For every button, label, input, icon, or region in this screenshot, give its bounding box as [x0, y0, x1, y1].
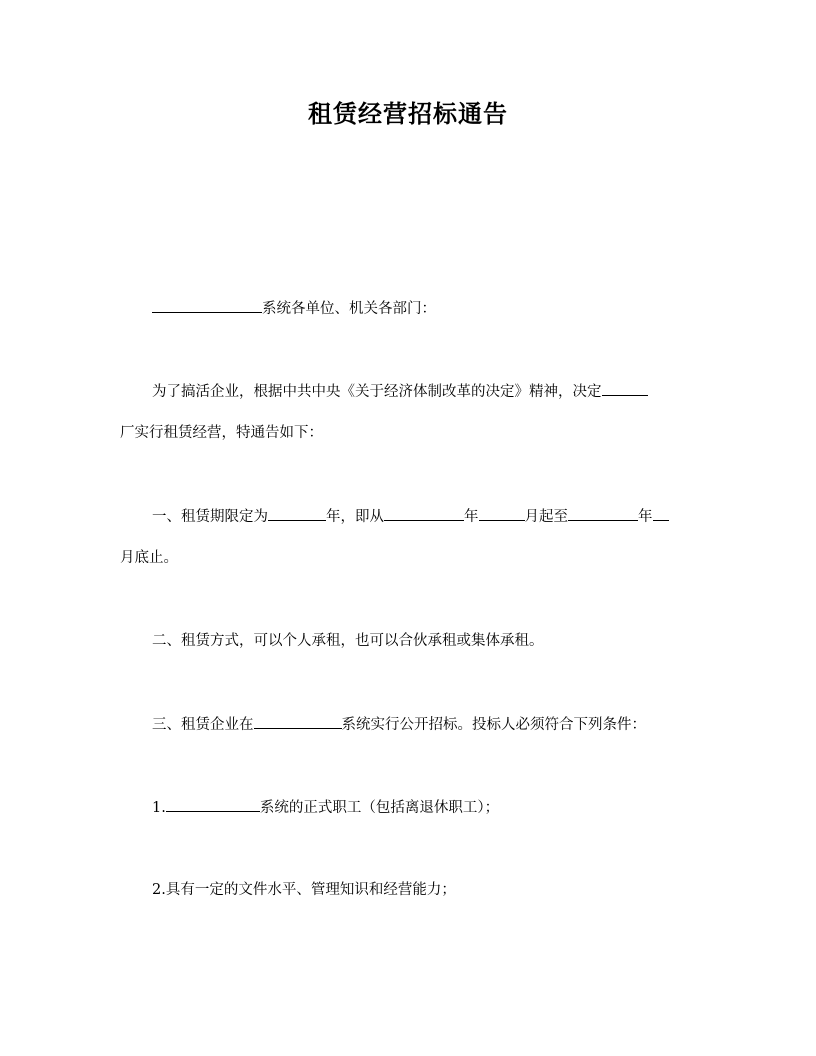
- condition-1-prefix: 1.: [152, 800, 166, 816]
- clause-1-line-1: [152, 506, 669, 527]
- intro-text-2: 厂实行租赁经营，特通告如下：: [120, 425, 323, 441]
- clause-3-line: [152, 714, 646, 735]
- factory-blank: [602, 381, 648, 396]
- term-years-blank: [268, 506, 326, 521]
- clause-1-text-3: 月起至: [524, 509, 568, 525]
- start-year-blank: [384, 506, 464, 521]
- clause-1-text-4: 年: [638, 509, 653, 525]
- salutation-line: [152, 298, 436, 319]
- clause-2-line: [152, 631, 544, 651]
- condition-2-line: [152, 880, 456, 900]
- clause-3-suffix: 系统实行公开招标。投标人必须符合下列条件：: [341, 717, 646, 733]
- document-title: 租赁经营招标通告: [308, 100, 508, 128]
- unit-blank: [152, 298, 262, 313]
- clause-1-text-2: 年: [464, 509, 479, 525]
- clause-2-text: 二、租赁方式，可以个人承租，也可以合伙承租或集体承租。: [152, 633, 544, 649]
- system-blank: [254, 714, 342, 729]
- end-year-blank: [568, 506, 638, 521]
- salutation-text: 系统各单位、机关各部门：: [262, 301, 436, 317]
- clause-1-text-1: 年，即从: [326, 509, 384, 525]
- intro-line-2: [120, 423, 323, 443]
- condition-1-blank: [166, 797, 260, 812]
- intro-line-1: [152, 381, 648, 402]
- condition-1-line: [152, 797, 499, 818]
- clause-1-line-2: [120, 548, 178, 568]
- condition-1-suffix: 系统的正式职工（包括离退休职工）；: [259, 800, 500, 816]
- end-month-blank: [653, 506, 669, 521]
- condition-2-text: 2.具有一定的文件水平、管理知识和经营能力；: [152, 882, 456, 898]
- intro-text-1: 为了搞活企业，根据中共中央《关于经济体制改革的决定》精神，决定: [152, 384, 602, 400]
- clause-1-text-5: 月底止。: [120, 550, 178, 566]
- clause-3-prefix: 三、租赁企业在: [152, 717, 254, 733]
- clause-1-prefix: 一、租赁期限定为: [152, 509, 268, 525]
- start-month-blank: [479, 506, 525, 521]
